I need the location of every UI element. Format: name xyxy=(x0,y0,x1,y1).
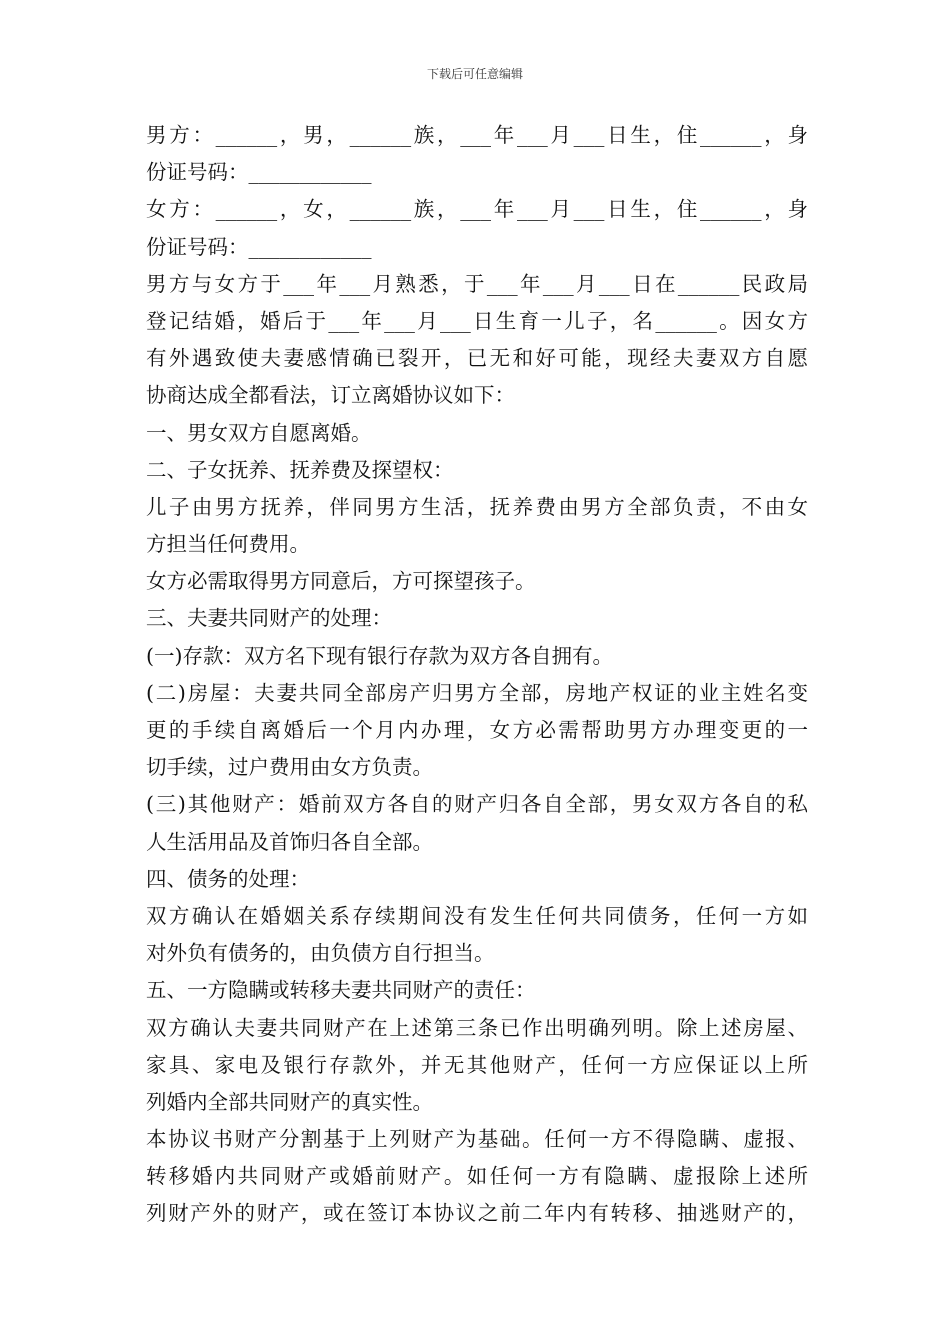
document-line: 五、一方隐瞒或转移夫妻共同财产的责任： xyxy=(146,978,536,1003)
document-line: 四、债务的处理： xyxy=(146,866,310,891)
page-header-note: 下载后可任意编辑 xyxy=(426,67,523,81)
document-line: 有外遇致使夫妻感情确已裂开，已无和好可能，现经夫妻双方自愿 xyxy=(146,346,808,371)
document-line: 更的手续自离婚后一个月内办理，女方必需帮助男方办理变更的一 xyxy=(146,718,808,742)
document-line: 三、夫妻共同财产的处理： xyxy=(146,606,392,631)
document-line: 家具、家电及银行存款外，并无其他财产，任何一方应保证以上所 xyxy=(146,1052,808,1077)
document-line: 切手续，过户费用由女方负责。 xyxy=(146,755,433,780)
document-line: 列婚内全部共同财产的真实性。 xyxy=(146,1089,433,1114)
document-line: 份证号码：____________ xyxy=(146,234,372,259)
document-line: 女方必需取得男方同意后，方可探望孩子。 xyxy=(146,569,536,594)
document-line: 对外负有债务的，由负债方自行担当。 xyxy=(146,941,495,966)
document-line: 份证号码：____________ xyxy=(146,160,372,185)
document-line: 男方与女方于___年___月熟悉，于___年___月___日在______民政局 xyxy=(146,271,808,296)
document-line: 女方：______，女，______族，___年___月___日生，住______，身 xyxy=(146,197,808,222)
document-line: (三)其他财产：婚前双方各自的财产归各自全部，男女双方各自的私 xyxy=(146,792,808,817)
document-line: 儿子由男方抚养，伴同男方生活，抚养费由男方全部负责，不由女 xyxy=(146,494,808,519)
document-line: (二)房屋：夫妻共同全部房产归男方全部，房地产权证的业主姓名变 xyxy=(146,680,808,705)
document-line: (一)存款：双方名下现有银行存款为双方各自拥有。 xyxy=(146,643,613,668)
document-line: 二、子女抚养、抚养费及探望权： xyxy=(146,457,454,482)
document-line: 男方：______，男，______族，___年___月___日生，住______，身 xyxy=(146,123,808,147)
document-line: 登记结婚，婚后于___年___月___日生育一儿子，名______。因女方 xyxy=(146,308,808,333)
document-line: 一、男女双方自愿离婚。 xyxy=(146,420,372,445)
document-line: 本协议书财产分割基于上列财产为基础。任何一方不得隐瞒、虚报、 xyxy=(146,1127,808,1152)
document-line: 协商达成全都看法，订立离婚协议如下： xyxy=(146,383,515,408)
document-line: 转移婚内共同财产或婚前财产。如任何一方有隐瞒、虚报除上述所 xyxy=(146,1164,808,1189)
document-body xyxy=(146,117,808,1233)
document-line: 列财产外的财产，或在签订本协议之前二年内有转移、抽逃财产的， xyxy=(146,1201,808,1226)
document-line: 方担当任何费用。 xyxy=(146,532,310,557)
document-line: 双方确认夫妻共同财产在上述第三条已作出明确列明。除上述房屋、 xyxy=(146,1015,808,1040)
document-line: 双方确认在婚姻关系存续期间没有发生任何共同债务，任何一方如 xyxy=(146,903,808,928)
document-line: 人生活用品及首饰归各自全部。 xyxy=(146,829,433,854)
